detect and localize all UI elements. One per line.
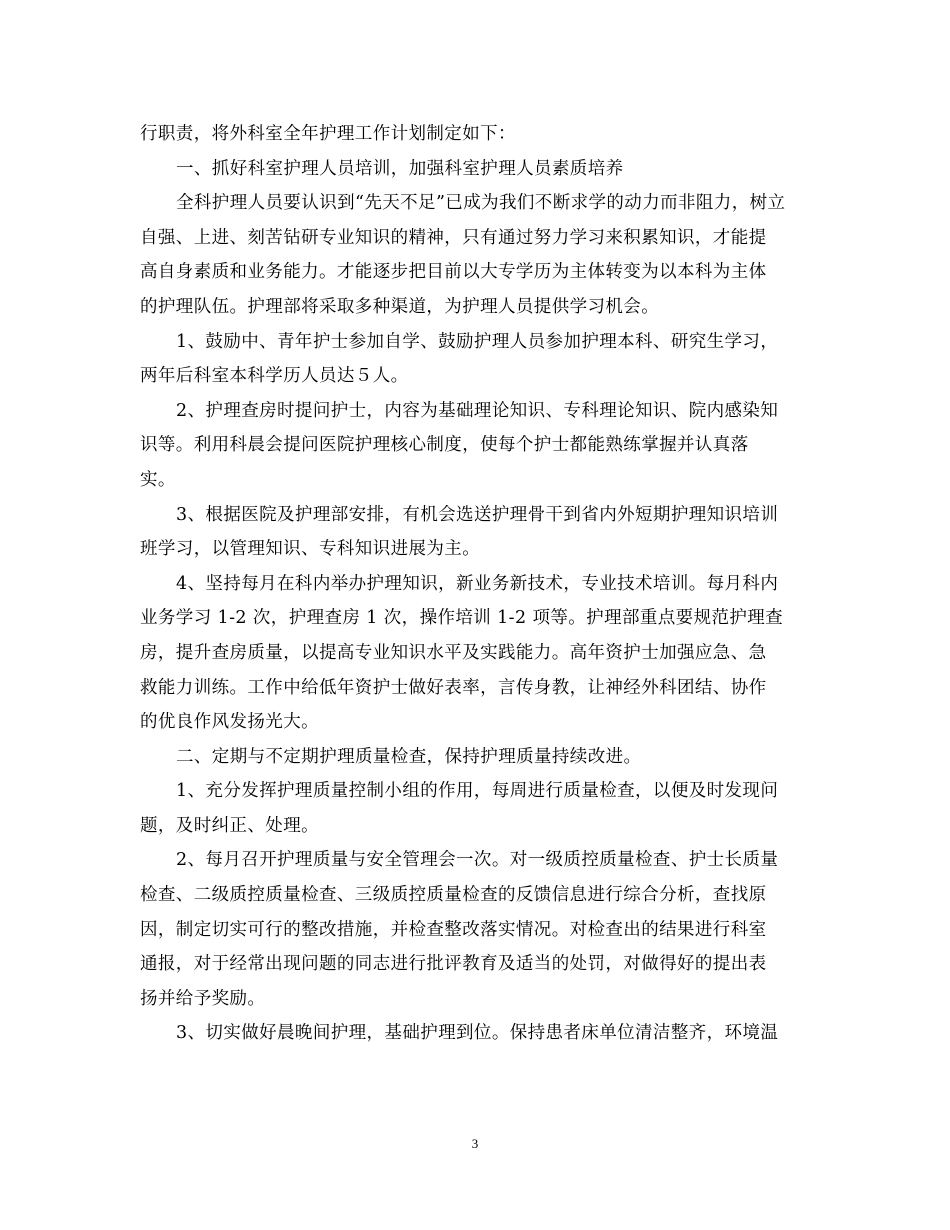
text-line: 扬并给予奖励。: [140, 988, 266, 1009]
text-line: 全科护理人员要认识到“先天不足”已成为我们不断求学的动力而非阻力，树立: [176, 193, 786, 214]
text-line: 的优良作风发扬光大。: [140, 712, 319, 733]
page-number: 3: [471, 1136, 479, 1151]
text-line: 题，及时纠正、处理。: [140, 815, 319, 836]
body-text: [140, 117, 820, 1051]
text-line: 两年后科室本科学历人员达５人。: [140, 366, 409, 387]
text-line: 高自身素质和业务能力。才能逐步把目前以大专学历为主体转变为以本科为主体: [140, 262, 767, 283]
text-line: 救能力训练。工作中给低年资护士做好表率，言传身教，让神经外科团结、协作: [140, 677, 767, 698]
text-line: 2、每月召开护理质量与安全管理会一次。对一级质控质量检查、护士长质量: [176, 850, 779, 871]
text-line: 一、抓好科室护理人员培训，加强科室护理人员素质培养: [176, 158, 624, 179]
text-line: 因，制定切实可行的整改措施，并检查整改落实情况。对检查出的结果进行科室: [140, 919, 767, 940]
text-line: 识等。利用科晨会提问医院护理核心制度，使每个护士都能熟练掌握并认真落: [140, 435, 749, 456]
text-line: 行职责，将外科室全年护理工作计划制定如下：: [140, 124, 516, 144]
text-line: 二、定期与不定期护理质量检查，保持护理质量持续改进。: [176, 746, 642, 767]
text-line: 3、切实做好晨晚间护理，基础护理到位。保持患者床单位清洁整齐，环境温: [176, 1023, 779, 1044]
text-line: 1、鼓励中、青年护士参加自学、鼓励护理人员参加护理本科、研究生学习，: [176, 331, 779, 352]
text-line: 检查、二级质控质量检查、三级质控质量检查的反馈信息进行综合分析，查找原: [140, 885, 767, 906]
text-line: 房，提升查房质量，以提高专业知识水平及实践能力。高年资护士加强应急、急: [140, 642, 767, 663]
text-line: 业务学习 1-2 次，护理查房 1 次，操作培训 1-2 项等。护理部重点要规范护理查: [140, 608, 784, 629]
text-line: 自强、上进、刻苦钻研专业知识的精神，只有通过努力学习来积累知识，才能提: [140, 227, 767, 248]
text-line: 2、护理查房时提问护士，内容为基础理论知识、专科理论知识、院内感染知: [176, 400, 779, 421]
text-line: 4、坚持每月在科内举办护理知识，新业务新技术，专业技术培训。每月科内: [176, 573, 779, 594]
text-line: 实。: [140, 469, 176, 490]
text-line: 的护理队伍。护理部将采取多种渠道，为护理人员提供学习机会。: [140, 296, 660, 317]
text-line: 1、充分发挥护理质量控制小组的作用，每周进行质量检查，以便及时发现问: [176, 781, 779, 802]
text-line: 通报，对于经常出现问题的同志进行批评教育及适当的处罚，对做得好的提出表: [140, 954, 767, 975]
text-line: 3、根据医院及护理部安排，有机会选送护理骨干到省内外短期护理知识培训: [176, 504, 779, 525]
text-line: 班学习，以管理知识、专科知识进展为主。: [140, 539, 481, 560]
